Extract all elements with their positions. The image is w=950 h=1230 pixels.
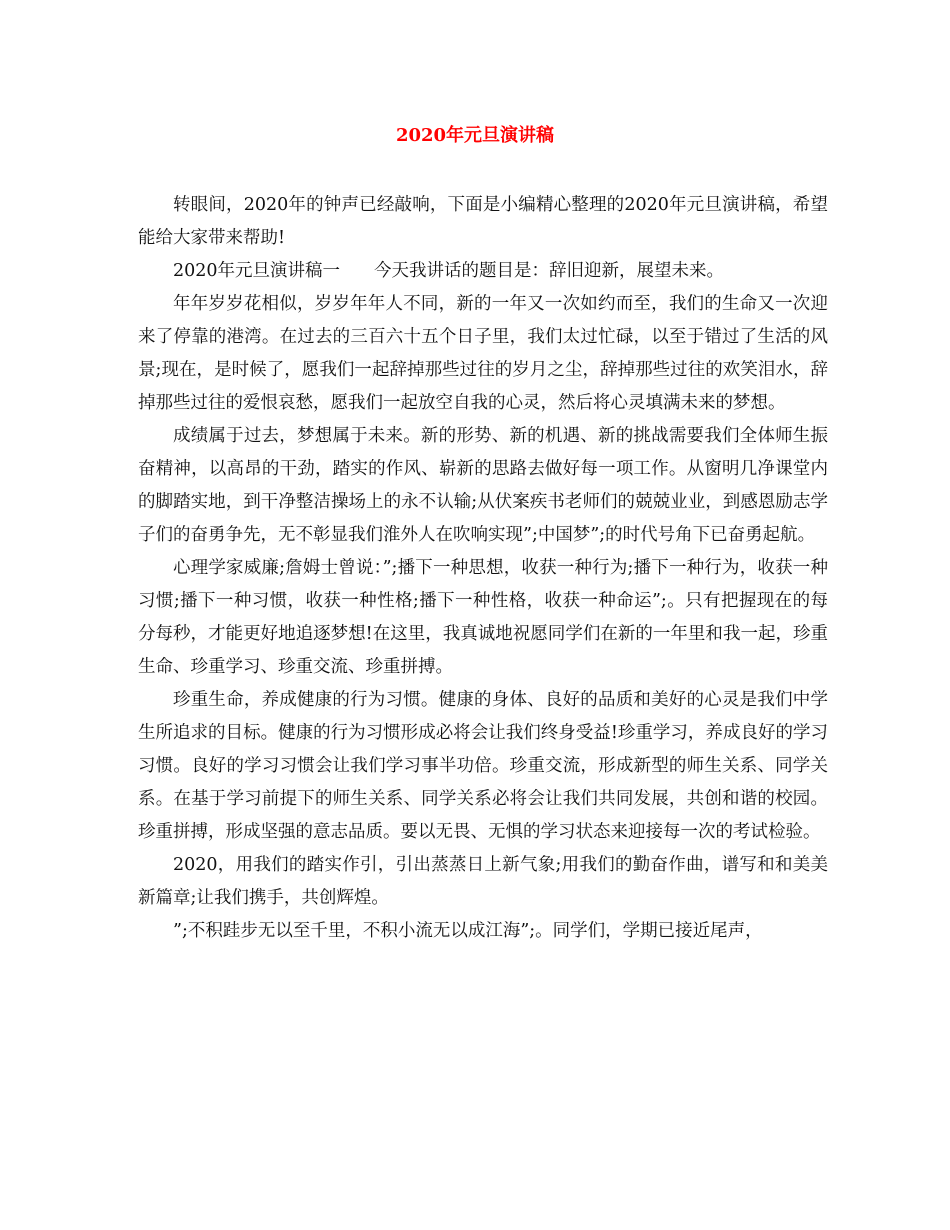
body-paragraph-3: 心理学家威廉;詹姆士曾说：”;播下一种思想，收获一种行为;播下一种行为，收获一种习惯;播下一种习惯，收获一种性格;播下一种性格，收获一种命运”;。只有把握现在的每分每秒，才能更好地追逐梦想!在这里，我真诚地祝愿同学们在新的一年里和我一起，珍重生命、珍重学习、珍重交流、珍重拼搏。 — [138, 558, 828, 677]
document-title: 2020年元旦演讲稿 — [395, 125, 555, 146]
body-paragraph-2: 成绩属于过去，梦想属于未来。新的形势、新的机遇、新的挑战需要我们全体师生振奋精神，以高昂的干劲，踏实的作风、崭新的思路去做好每一项工作。从窗明几净课堂内的脚踏实地，到干净整洁操场上的永不认输;从伏案疾书老师们的兢兢业业，到感恩励志学子们的奋勇争先，无不彰显我们淮外人在吹响实现”;中国梦”;的时代号角下已奋勇起航。 — [138, 426, 828, 545]
section-first-line: 今天我讲话的题目是：辞旧迎新，展望未来。 — [374, 261, 725, 281]
body-paragraph-4: 珍重生命，养成健康的行为习惯。健康的身体、良好的品质和美好的心灵是我们中学生所追求的目标。健康的行为习惯形成必将会让我们终身受益!珍重学习，养成良好的学习习惯。良好的学习习惯会让我们学习事半功倍。珍重交流，形成新型的师生关系、同学关系。在基于学习前提下的师生关系、同学关系必将会让我们共同发展，共创和谐的校园。珍重拼搏，形成坚强的意志品质。要以无畏、无惧的学习状态来迎接每一次的考试检验。 — [138, 690, 828, 842]
intro-paragraph: 转眼间，2020年的钟声已经敲响，下面是小编精心整理的2020年元旦演讲稿，希望能给大家带来帮助! — [138, 195, 828, 248]
section-label: 2020年元旦演讲稿一 — [173, 261, 341, 281]
body-paragraph-6: ”;不积跬步无以至千里，不积小流无以成江海”;。同学们，学期已接近尾声， — [173, 921, 763, 941]
body-paragraph-5: 2020，用我们的踏实作引，引出蒸蒸日上新气象;用我们的勤奋作曲，谱写和和美美新篇章;让我们携手，共创辉煌。 — [138, 855, 828, 908]
document-body — [138, 189, 828, 948]
body-paragraph-1: 年年岁岁花相似，岁岁年年人不同，新的一年又一次如约而至，我们的生命又一次迎来了停靠的港湾。在过去的三百六十五个日子里，我们太过忙碌，以至于错过了生活的风景;现在，是时候了，愿我们一起辞掉那些过往的岁月之尘，辞掉那些过往的欢笑泪水，辞掉那些过往的爱恨哀愁，愿我们一起放空自我的心灵，然后将心灵填满未来的梦想。 — [138, 294, 828, 413]
section-heading-paragraph — [138, 255, 828, 288]
